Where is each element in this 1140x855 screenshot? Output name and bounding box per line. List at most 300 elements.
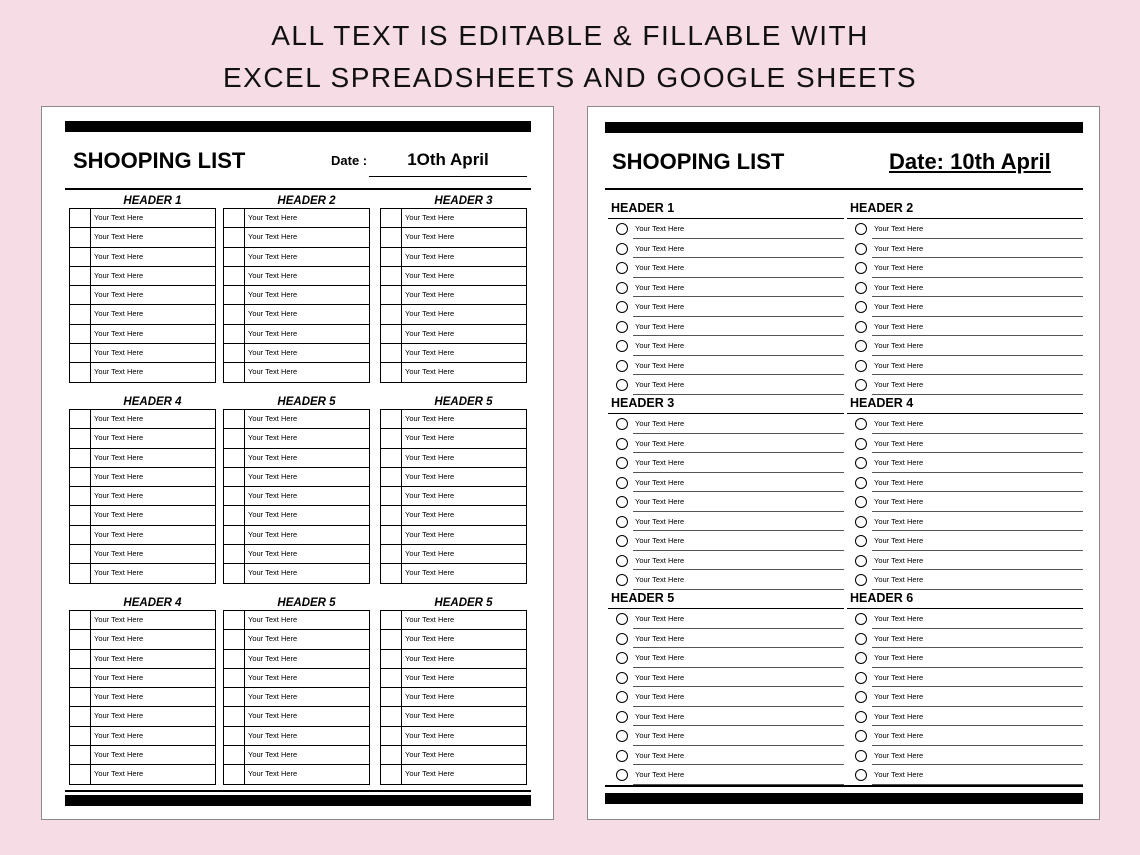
item-text[interactable]: Your Text Here — [248, 471, 298, 481]
checkbox-cell[interactable] — [70, 325, 91, 343]
item-text[interactable]: Your Text Here — [872, 551, 1083, 571]
checkbox-cell[interactable] — [70, 267, 91, 285]
checkbox-cell[interactable] — [224, 209, 245, 227]
circle-checkbox-icon[interactable] — [855, 418, 867, 430]
item-text[interactable]: Your Text Here — [248, 672, 298, 682]
item-text[interactable]: Your Text Here — [633, 765, 844, 785]
item-text[interactable]: Your Text Here — [248, 290, 298, 300]
item-text[interactable]: Your Text Here — [405, 309, 455, 319]
item-text[interactable]: Your Text Here — [248, 568, 298, 578]
item-table — [380, 610, 527, 785]
section-header: HEADER 3 — [608, 394, 844, 414]
item-text[interactable]: Your Text Here — [872, 258, 1083, 278]
circle-checkbox-icon[interactable] — [616, 438, 628, 450]
checkbox-cell[interactable] — [224, 449, 245, 467]
item-text[interactable]: Your Text Here — [872, 746, 1083, 766]
item-text[interactable]: Your Text Here — [248, 328, 298, 338]
table-row — [381, 344, 526, 363]
item-text[interactable]: Your Text Here — [633, 297, 844, 317]
item-table — [380, 409, 527, 584]
item-text[interactable]: Your Text Here — [405, 568, 455, 578]
checkbox-cell[interactable] — [70, 630, 91, 648]
item-text[interactable]: Your Text Here — [872, 726, 1083, 746]
item-text[interactable]: Your Text Here — [248, 750, 298, 760]
checkbox-cell[interactable] — [70, 526, 91, 544]
item-text[interactable]: Your Text Here — [94, 549, 144, 559]
item-text[interactable]: Your Text Here — [94, 634, 144, 644]
item-text[interactable]: Your Text Here — [405, 529, 455, 539]
item-text[interactable]: Your Text Here — [633, 531, 844, 551]
item-text[interactable]: Your Text Here — [633, 492, 844, 512]
item-text[interactable]: Your Text Here — [633, 278, 844, 298]
circle-checkbox-icon[interactable] — [616, 340, 628, 352]
circle-checkbox-icon[interactable] — [855, 652, 867, 664]
checkbox-cell[interactable] — [70, 669, 91, 687]
checkbox-cell[interactable] — [70, 506, 91, 524]
checkbox-cell[interactable] — [381, 449, 402, 467]
item-text[interactable]: Your Text Here — [872, 297, 1083, 317]
circle-checkbox-icon[interactable] — [616, 769, 628, 781]
page-title: SHOOPING LIST — [612, 149, 785, 174]
item-text[interactable]: Your Text Here — [405, 367, 455, 377]
circle-checkbox-icon[interactable] — [855, 282, 867, 294]
circle-checkbox-icon[interactable] — [855, 535, 867, 547]
item-text[interactable]: Your Text Here — [872, 570, 1083, 590]
item-text[interactable]: Your Text Here — [872, 473, 1083, 493]
checkbox-cell[interactable] — [224, 765, 245, 783]
checkbox-cell[interactable] — [381, 526, 402, 544]
item-text[interactable]: Your Text Here — [633, 414, 844, 434]
item-text[interactable]: Your Text Here — [248, 692, 298, 702]
checkbox-cell[interactable] — [70, 344, 91, 362]
item-text[interactable]: Your Text Here — [872, 707, 1083, 727]
checkbox-cell[interactable] — [224, 650, 245, 668]
table-row — [70, 545, 215, 564]
item-text[interactable]: Your Text Here — [633, 336, 844, 356]
checkbox-cell[interactable] — [381, 228, 402, 246]
table-row — [381, 286, 526, 305]
item-text[interactable]: Your Text Here — [248, 213, 298, 222]
item-text[interactable]: Your Text Here — [872, 414, 1083, 434]
item-text[interactable]: Your Text Here — [405, 290, 455, 300]
circle-checkbox-icon[interactable] — [616, 574, 628, 586]
checkbox-cell[interactable] — [224, 506, 245, 524]
checkbox-cell[interactable] — [70, 209, 91, 227]
item-text[interactable]: Your Text Here — [94, 672, 144, 682]
checkbox-cell[interactable] — [70, 468, 91, 486]
checkbox-cell[interactable] — [70, 305, 91, 323]
item-text[interactable]: Your Text Here — [94, 290, 144, 300]
checkbox-cell[interactable] — [381, 248, 402, 266]
item-text[interactable]: Your Text Here — [94, 653, 144, 663]
item-text[interactable]: Your Text Here — [872, 492, 1083, 512]
circle-checkbox-icon[interactable] — [855, 691, 867, 703]
list-item — [608, 278, 844, 298]
item-text[interactable]: Your Text Here — [872, 531, 1083, 551]
circle-checkbox-icon[interactable] — [855, 457, 867, 469]
item-text[interactable]: Your Text Here — [405, 672, 455, 682]
item-text[interactable]: Your Text Here — [248, 634, 298, 644]
circle-checkbox-icon[interactable] — [616, 223, 628, 235]
item-text[interactable]: Your Text Here — [633, 570, 844, 590]
checkbox-cell[interactable] — [70, 688, 91, 706]
circle-checkbox-icon[interactable] — [616, 243, 628, 255]
checkbox-cell[interactable] — [224, 526, 245, 544]
checkbox-cell[interactable] — [381, 344, 402, 362]
item-text[interactable]: Your Text Here — [872, 609, 1083, 629]
item-text[interactable]: Your Text Here — [248, 232, 298, 242]
checkbox-cell[interactable] — [381, 209, 402, 227]
circle-checkbox-icon[interactable] — [616, 379, 628, 391]
checkbox-cell[interactable] — [224, 344, 245, 362]
item-text[interactable]: Your Text Here — [872, 278, 1083, 298]
item-text[interactable]: Your Text Here — [94, 568, 144, 578]
item-text[interactable]: Your Text Here — [248, 348, 298, 358]
item-text[interactable]: Your Text Here — [94, 769, 144, 779]
checkbox-cell[interactable] — [381, 545, 402, 563]
item-text[interactable]: Your Text Here — [405, 414, 455, 423]
item-text[interactable]: Your Text Here — [405, 510, 455, 520]
circle-checkbox-icon[interactable] — [616, 477, 628, 489]
item-text[interactable]: Your Text Here — [248, 452, 298, 462]
circle-checkbox-icon[interactable] — [855, 769, 867, 781]
checkbox-cell[interactable] — [224, 630, 245, 648]
checkbox-cell[interactable] — [70, 449, 91, 467]
checkbox-cell[interactable] — [70, 564, 91, 582]
item-text[interactable]: Your Text Here — [248, 414, 298, 423]
item-text[interactable]: Your Text Here — [94, 251, 144, 261]
item-table — [380, 208, 527, 383]
table-row — [224, 564, 369, 583]
item-text[interactable]: Your Text Here — [872, 219, 1083, 239]
item-text[interactable]: Your Text Here — [405, 711, 455, 721]
item-text[interactable]: Your Text Here — [248, 730, 298, 740]
checkbox-cell[interactable] — [381, 325, 402, 343]
circle-checkbox-icon[interactable] — [616, 321, 628, 333]
checkbox-cell[interactable] — [224, 707, 245, 725]
item-text[interactable]: Your Text Here — [405, 491, 455, 501]
checkbox-cell[interactable] — [224, 228, 245, 246]
circle-checkbox-icon[interactable] — [855, 516, 867, 528]
checkbox-cell[interactable] — [70, 487, 91, 505]
circle-checkbox-icon[interactable] — [616, 301, 628, 313]
circle-checkbox-icon[interactable] — [855, 360, 867, 372]
checkbox-cell[interactable] — [381, 746, 402, 764]
item-text[interactable]: Your Text Here — [248, 615, 298, 624]
item-text[interactable]: Your Text Here — [248, 711, 298, 721]
item-text[interactable]: Your Text Here — [633, 219, 844, 239]
item-text[interactable]: Your Text Here — [872, 336, 1083, 356]
circle-checkbox-icon[interactable] — [855, 750, 867, 762]
item-text[interactable]: Your Text Here — [94, 471, 144, 481]
item-text[interactable]: Your Text Here — [633, 551, 844, 571]
table-row — [381, 449, 526, 468]
checkbox-cell[interactable] — [224, 248, 245, 266]
item-text[interactable]: Your Text Here — [405, 213, 455, 222]
checkbox-cell[interactable] — [224, 363, 245, 381]
circle-checkbox-icon[interactable] — [855, 321, 867, 333]
item-text[interactable]: Your Text Here — [248, 309, 298, 319]
checkbox-cell[interactable] — [224, 267, 245, 285]
circle-checkbox-icon[interactable] — [616, 496, 628, 508]
item-text[interactable]: Your Text Here — [405, 270, 455, 280]
circle-checkbox-icon[interactable] — [855, 574, 867, 586]
circle-checkbox-icon[interactable] — [616, 750, 628, 762]
checkbox-cell[interactable] — [70, 248, 91, 266]
table-row — [381, 727, 526, 746]
circle-checkbox-icon[interactable] — [855, 496, 867, 508]
circle-checkbox-icon[interactable] — [855, 438, 867, 450]
checkbox-cell[interactable] — [381, 468, 402, 486]
circle-checkbox-icon[interactable] — [616, 730, 628, 742]
checkbox-cell[interactable] — [70, 650, 91, 668]
circle-checkbox-icon[interactable] — [616, 418, 628, 430]
item-text[interactable]: Your Text Here — [248, 510, 298, 520]
circle-checkbox-icon[interactable] — [616, 711, 628, 723]
checkbox-cell[interactable] — [381, 286, 402, 304]
item-text[interactable]: Your Text Here — [94, 433, 144, 443]
item-text[interactable]: Your Text Here — [248, 433, 298, 443]
item-text[interactable]: Your Text Here — [872, 765, 1083, 785]
banner-line-2: EXCEL SPREADSHEETS AND GOOGLE SHEETS — [222, 62, 918, 93]
circle-checkbox-icon[interactable] — [855, 613, 867, 625]
table-row — [224, 707, 369, 726]
item-text[interactable]: Your Text Here — [405, 232, 455, 242]
item-text[interactable]: Your Text Here — [248, 367, 298, 377]
checkbox-cell[interactable] — [70, 545, 91, 563]
item-text[interactable]: Your Text Here — [633, 512, 844, 532]
item-text[interactable]: Your Text Here — [94, 213, 144, 222]
item-text[interactable]: Your Text Here — [872, 512, 1083, 532]
checkbox-cell[interactable] — [381, 410, 402, 428]
item-text[interactable]: Your Text Here — [405, 653, 455, 663]
list-item — [847, 492, 1083, 512]
circle-checkbox-icon[interactable] — [616, 282, 628, 294]
item-text[interactable]: Your Text Here — [405, 692, 455, 702]
checkbox-cell[interactable] — [224, 727, 245, 745]
table-row — [70, 707, 215, 726]
item-text[interactable]: Your Text Here — [248, 491, 298, 501]
checkbox-cell[interactable] — [381, 487, 402, 505]
checkbox-cell[interactable] — [224, 669, 245, 687]
checkbox-cell[interactable] — [70, 410, 91, 428]
item-text[interactable]: Your Text Here — [94, 491, 144, 501]
checkbox-cell[interactable] — [224, 286, 245, 304]
item-text[interactable]: Your Text Here — [633, 609, 844, 629]
table-row — [224, 468, 369, 487]
item-text[interactable]: Your Text Here — [248, 769, 298, 779]
checkbox-cell[interactable] — [381, 707, 402, 725]
item-text[interactable]: Your Text Here — [872, 453, 1083, 473]
item-text[interactable]: Your Text Here — [94, 730, 144, 740]
checkbox-cell[interactable] — [70, 707, 91, 725]
item-text[interactable]: Your Text Here — [633, 629, 844, 649]
circle-checkbox-icon[interactable] — [616, 457, 628, 469]
date-value[interactable]: 1Oth April — [407, 150, 489, 169]
item-text[interactable]: Your Text Here — [405, 549, 455, 559]
checkbox-cell[interactable] — [381, 429, 402, 447]
checkbox-cell[interactable] — [381, 669, 402, 687]
item-text[interactable]: Your Text Here — [872, 434, 1083, 454]
item-text[interactable]: Your Text Here — [248, 529, 298, 539]
item-text[interactable]: Your Text Here — [94, 452, 144, 462]
circle-checkbox-icon[interactable] — [855, 379, 867, 391]
item-text[interactable]: Your Text Here — [633, 375, 844, 395]
checkbox-cell[interactable] — [381, 506, 402, 524]
item-text[interactable]: Your Text Here — [633, 453, 844, 473]
circle-checkbox-icon[interactable] — [616, 535, 628, 547]
circle-checkbox-icon[interactable] — [616, 516, 628, 528]
item-text[interactable]: Your Text Here — [94, 414, 144, 423]
circle-checkbox-icon[interactable] — [855, 730, 867, 742]
checkbox-cell[interactable] — [224, 429, 245, 447]
checkbox-cell[interactable] — [381, 305, 402, 323]
item-text[interactable]: Your Text Here — [405, 750, 455, 760]
item-text[interactable]: Your Text Here — [94, 711, 144, 721]
circle-checkbox-icon[interactable] — [855, 243, 867, 255]
checkbox-cell[interactable] — [224, 688, 245, 706]
circle-checkbox-icon[interactable] — [855, 711, 867, 723]
checkbox-cell[interactable] — [381, 363, 402, 381]
item-text[interactable]: Your Text Here — [405, 328, 455, 338]
checkbox-cell[interactable] — [224, 564, 245, 582]
circle-checkbox-icon[interactable] — [616, 262, 628, 274]
item-text[interactable]: Your Text Here — [94, 232, 144, 242]
table-row — [224, 429, 369, 448]
checkbox-cell[interactable] — [224, 410, 245, 428]
circle-checkbox-icon[interactable] — [855, 477, 867, 489]
circle-checkbox-icon[interactable] — [855, 223, 867, 235]
item-text[interactable]: Your Text Here — [633, 648, 844, 668]
table-row — [70, 688, 215, 707]
checkbox-cell[interactable] — [70, 765, 91, 783]
circle-checkbox-icon[interactable] — [616, 691, 628, 703]
item-text[interactable]: Your Text Here — [405, 634, 455, 644]
checkbox-cell[interactable] — [381, 611, 402, 629]
item-text[interactable]: Your Text Here — [405, 471, 455, 481]
item-text[interactable]: Your Text Here — [248, 549, 298, 559]
checkbox-cell[interactable] — [224, 611, 245, 629]
item-text[interactable]: Your Text Here — [94, 510, 144, 520]
item-text[interactable]: Your Text Here — [633, 239, 844, 259]
table-row — [70, 746, 215, 765]
item-text[interactable]: Your Text Here — [633, 707, 844, 727]
item-text[interactable]: Your Text Here — [872, 375, 1083, 395]
circle-checkbox-icon[interactable] — [855, 633, 867, 645]
table-row — [70, 449, 215, 468]
circle-checkbox-icon[interactable] — [616, 652, 628, 664]
item-text[interactable]: Your Text Here — [633, 687, 844, 707]
circle-checkbox-icon[interactable] — [616, 360, 628, 372]
item-text[interactable]: Your Text Here — [872, 629, 1083, 649]
circle-checkbox-icon[interactable] — [855, 555, 867, 567]
item-text[interactable]: Your Text Here — [94, 615, 144, 624]
circle-checkbox-icon[interactable] — [616, 613, 628, 625]
list-section — [608, 589, 844, 785]
item-text[interactable]: Your Text Here — [633, 668, 844, 688]
checkbox-cell[interactable] — [381, 564, 402, 582]
circle-checkbox-icon[interactable] — [855, 340, 867, 352]
item-text[interactable]: Your Text Here — [94, 348, 144, 358]
checkbox-cell[interactable] — [70, 228, 91, 246]
item-text[interactable]: Your Text Here — [872, 239, 1083, 259]
item-text[interactable]: Your Text Here — [94, 529, 144, 539]
circle-checkbox-icon[interactable] — [855, 672, 867, 684]
checkbox-cell[interactable] — [70, 429, 91, 447]
checkbox-cell[interactable] — [381, 727, 402, 745]
item-text[interactable]: Your Text Here — [405, 615, 455, 624]
circle-checkbox-icon[interactable] — [855, 301, 867, 313]
table-row — [224, 746, 369, 765]
item-text[interactable]: Your Text Here — [633, 317, 844, 337]
item-text[interactable]: Your Text Here — [405, 730, 455, 740]
checkbox-cell[interactable] — [224, 468, 245, 486]
checkbox-cell[interactable] — [224, 545, 245, 563]
checkbox-cell[interactable] — [70, 727, 91, 745]
checkbox-cell[interactable] — [381, 630, 402, 648]
item-text[interactable]: Your Text Here — [633, 726, 844, 746]
item-text[interactable]: Your Text Here — [405, 348, 455, 358]
item-text[interactable]: Your Text Here — [248, 251, 298, 261]
checkbox-cell[interactable] — [381, 267, 402, 285]
list-item — [847, 336, 1083, 356]
item-text[interactable]: Your Text Here — [633, 434, 844, 454]
item-text[interactable]: Your Text Here — [633, 258, 844, 278]
checkbox-cell[interactable] — [70, 746, 91, 764]
item-text[interactable]: Your Text Here — [94, 309, 144, 319]
list-section — [847, 589, 1083, 785]
list-item — [608, 609, 844, 629]
item-text[interactable]: Your Text Here — [248, 653, 298, 663]
circle-checkbox-icon[interactable] — [616, 672, 628, 684]
item-text[interactable]: Your Text Here — [94, 270, 144, 280]
item-text[interactable]: Your Text Here — [94, 750, 144, 760]
item-text[interactable]: Your Text Here — [405, 433, 455, 443]
item-text[interactable]: Your Text Here — [633, 746, 844, 766]
checkbox-cell[interactable] — [70, 286, 91, 304]
checkbox-cell[interactable] — [224, 325, 245, 343]
checkbox-cell[interactable] — [381, 765, 402, 783]
item-text[interactable]: Your Text Here — [94, 328, 144, 338]
circle-checkbox-icon[interactable] — [855, 262, 867, 274]
circle-checkbox-icon[interactable] — [616, 633, 628, 645]
checkbox-cell[interactable] — [224, 746, 245, 764]
table-row — [224, 545, 369, 564]
item-text[interactable]: Your Text Here — [405, 452, 455, 462]
item-text[interactable]: Your Text Here — [405, 769, 455, 779]
item-text[interactable]: Your Text Here — [94, 692, 144, 702]
item-text[interactable]: Your Text Here — [405, 251, 455, 261]
checkbox-cell[interactable] — [224, 487, 245, 505]
item-text[interactable]: Your Text Here — [872, 687, 1083, 707]
item-text[interactable]: Your Text Here — [872, 648, 1083, 668]
date-heading[interactable]: Date: 10th April — [889, 149, 1051, 174]
item-text[interactable]: Your Text Here — [872, 356, 1083, 376]
checkbox-cell[interactable] — [224, 305, 245, 323]
item-text[interactable]: Your Text Here — [94, 367, 144, 377]
checkbox-cell[interactable] — [381, 650, 402, 668]
circle-checkbox-icon[interactable] — [616, 555, 628, 567]
item-text[interactable]: Your Text Here — [872, 668, 1083, 688]
item-text[interactable]: Your Text Here — [872, 317, 1083, 337]
item-text[interactable]: Your Text Here — [248, 270, 298, 280]
checkbox-cell[interactable] — [70, 363, 91, 381]
checkbox-cell[interactable] — [70, 611, 91, 629]
list-item — [608, 668, 844, 688]
checkbox-cell[interactable] — [381, 688, 402, 706]
item-text[interactable]: Your Text Here — [633, 356, 844, 376]
item-text[interactable]: Your Text Here — [633, 473, 844, 493]
